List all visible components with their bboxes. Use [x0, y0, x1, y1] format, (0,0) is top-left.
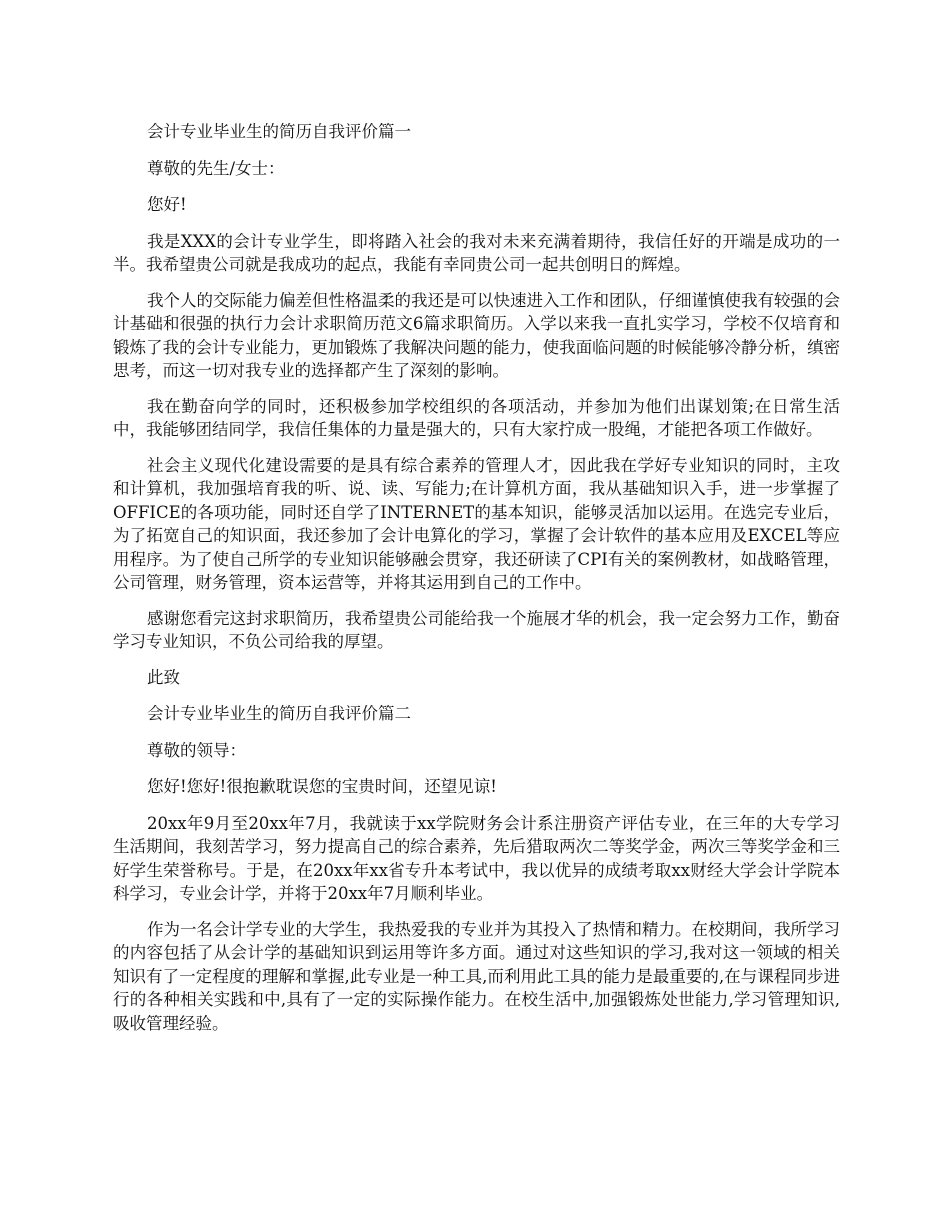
salutation-one: 尊敬的先生/女士：: [147, 158, 285, 178]
closing-one: 此致: [147, 667, 180, 687]
salutation-two: 尊敬的领导：: [147, 740, 246, 760]
greeting-two: 您好!您好!很抱歉耽误您的宝贵时间，还望见谅!: [147, 777, 497, 796]
paragraph-intro: 我是XXX的会计专业学生，即将踏入社会的我对未来充满着期待，我信任好的开端是成功的一半。我希望贵公司就是我成功的起点，我能有幸同贵公司一起共创明日的辉煌。: [113, 231, 840, 274]
section-title-one: 会计专业毕业生的简历自我评价篇一: [147, 122, 411, 141]
paragraph-education: 20xx年9月至20xx年7月，我就读于xx学院财务会计系注册资产评估专业，在三年的大专学习生活期间，我刻苦学习，努力提高自己的综合素养，先后猎取两次二等奖学金，两次三等奖学金和三好学生荣誉称号。于是，在20xx年xx省专升本考试中，我以优异的成绩考取xx财经大学会计学院本科学习，专业会计学，并将于20xx年7月顺利毕业。: [113, 813, 840, 903]
section-title-two: 会计专业毕业生的简历自我评价篇二: [147, 704, 411, 723]
document-body: [113, 120, 840, 1047]
paragraph-major: 作为一名会计学专业的大学生，我热爱我的专业并为其投入了热情和精力。在校期间，我所学习的内容包括了从会计学的基础知识到运用等许多方面。通过对这些知识的学习,我对这一领域的相关知识有了一定程度的理解和掌握,此专业是一种工具,而利用此工具的能力是最重要的,在与课程同步进行的各种相关实践和中,具有了一定的实际操作能力。在校生活中,加强锻炼处世能力,学习管理知识,吸收管理经验。: [113, 919, 840, 1033]
paragraph-activities: 我在勤奋向学的同时，还积极参加学校组织的各项活动，并参加为他们出谋划策;在日常生活中，我能够团结同学，我信任集体的力量是强大的，只有大家拧成一股绳，才能把各项工作做好。: [113, 396, 840, 439]
greeting-one: 您好!: [147, 195, 187, 214]
paragraph-thanks: 感谢您看完这封求职简历，我希望贵公司能给我一个施展才华的机会，我一定会努力工作，勤奋学习专业知识，不负公司给我的厚望。: [113, 608, 840, 651]
paragraph-personality: 我个人的交际能力偏差但性格温柔的我还是可以快速进入工作和团队，仔细谨慎使我有较强的会计基础和很强的执行力会计求职简历范文6篇求职简历。入学以来我一直扎实学习，学校不仅培育和锻炼了我的会计专业能力，更加锻炼了我解决问题的能力，使我面临问题的时候能够冷静分析，缜密思考，而这一切对我专业的选择都产生了深刻的影响。: [113, 290, 840, 380]
paragraph-skills: 社会主义现代化建设需要的是具有综合素养的管理人才，因此我在学好专业知识的同时，主攻 和计算机，我加强培育我的听、说、读、写能力;在计算机方面，我从基础知识入手，进一步掌握了OFFICE的各项功能，同时还自学了INTERNET的基本知识，能够灵活加以运用。在选完专业后，为了拓宽自己的知识面，我还参加了会计电算化的学习，掌握了会计软件的基本应用及EXCEL等应用程序。为了使自己所学的专业知识能够融会贯穿，我还研读了CPI有关的案例教材，如战略管理，公司管理，财务管理，资本运营等，并将其运用到自己的工作中。: [113, 455, 840, 592]
